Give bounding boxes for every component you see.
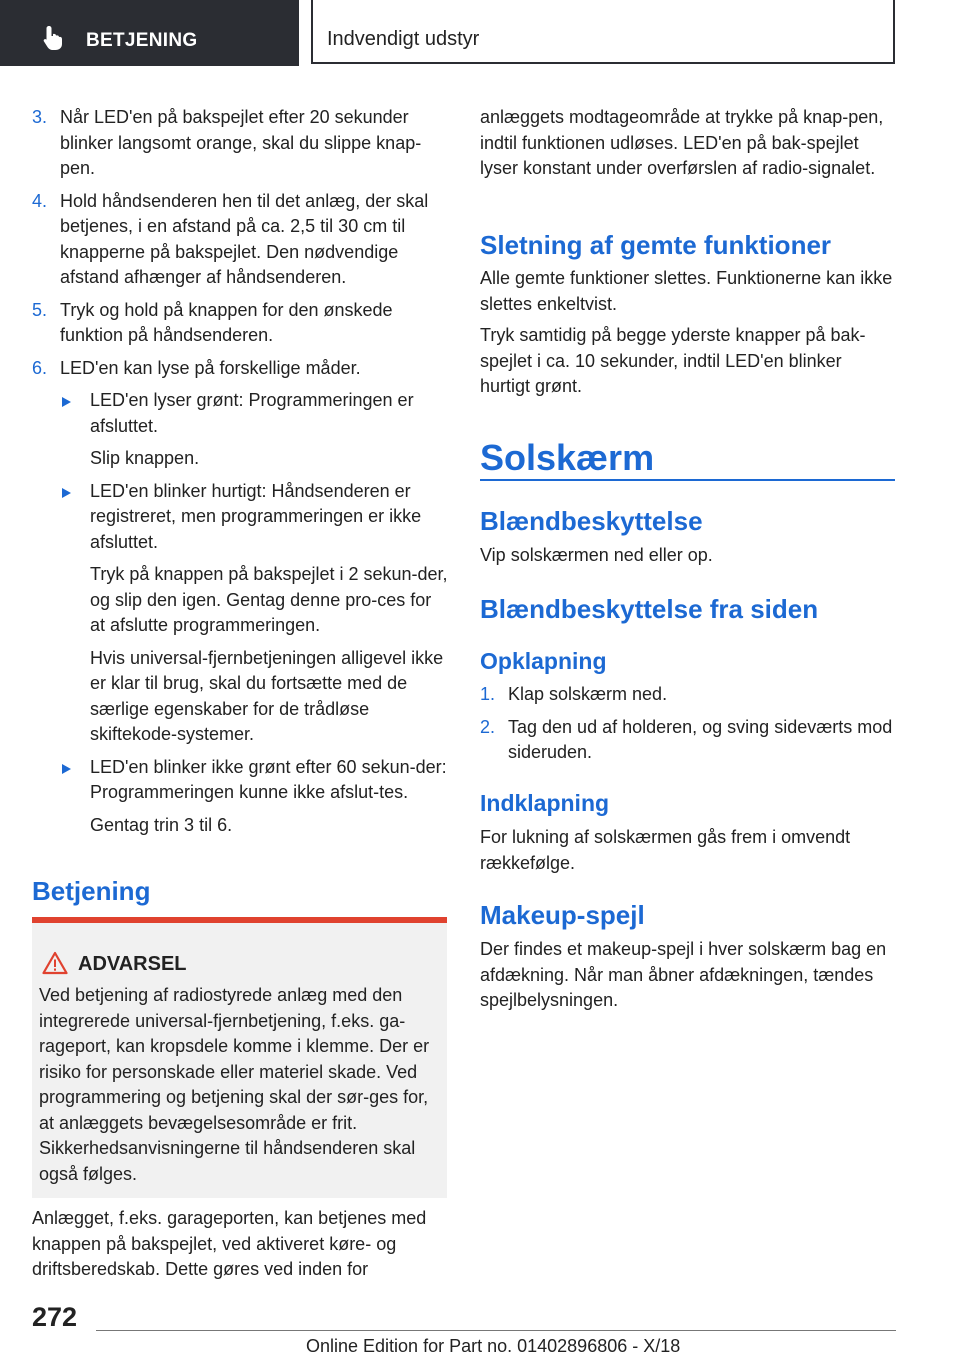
heading-betjening: Betjening (32, 876, 151, 906)
chapter-header (311, 0, 895, 64)
warning-triangle-icon (42, 951, 68, 975)
heading-rule (480, 479, 895, 481)
step-number: 3. (32, 107, 48, 127)
bullet-item (32, 755, 448, 806)
step-number: 1. (480, 684, 496, 704)
step-5 (32, 298, 448, 349)
bullet-text: LED'en blinker hurtigt: Håndsenderen er registreret, men programmeringen er ikke afsluttet. (90, 480, 422, 552)
bullet-text: LED'en blinker ikke grønt efter 60 sekun-der: Programmeringen kunne ikke afslut-tes. (90, 756, 447, 802)
step-text: LED'en kan lyse på forskellige måder. (60, 357, 361, 378)
paragraph: Vip solskærmen ned eller op. (480, 545, 713, 565)
chapter-title: Indvendigt udstyr (327, 28, 480, 50)
indklapning-section (480, 825, 895, 882)
heading-blaendbeskyttelse: Blændbeskyttelse (480, 506, 703, 536)
warning-title: ADVARSEL (78, 953, 187, 975)
right-column (480, 105, 895, 188)
heading-makeup: Makeup-spejl (480, 900, 645, 930)
step-text: Tag den ud af holderen, og sving sideværts mod sideruden. (508, 716, 893, 762)
bullet-subtext: Hvis universal-fjernbetjeningen alligevel ikke er klar til brug, skal du fortsætte med de særlige egenskaber for de trådløse skiftekode-systemer. (90, 647, 444, 744)
paragraph-continuation: anlæggets modtageområde at trykke på knap-pen, indtil funktionen udløses. LED'en på bak-spejlet lyser konstant under overførslen af radio-signalet. (480, 107, 884, 178)
step-2 (480, 715, 895, 766)
sletning-section (480, 266, 895, 406)
footer-rule (96, 1330, 896, 1331)
blaend-section (480, 543, 895, 575)
triangle-bullet-icon (62, 764, 71, 774)
paragraph: For lukning af solskærmen gås frem i omvendt rækkefølge. (480, 827, 851, 873)
step-text: Klap solskærm ned. (508, 684, 668, 704)
heading-indklapning: Indklapning (480, 790, 610, 816)
bullet-text: LED'en lyser grønt: Programmeringen er afsluttet. (90, 390, 414, 436)
opklapning-steps (480, 682, 895, 773)
section-label: BETJENING (86, 30, 198, 51)
heading-opklapning: Opklapning (480, 648, 607, 674)
heading-sletning: Sletning af gemte funktioner (480, 230, 832, 260)
bullet-subtext: Gentag trin 3 til 6. (90, 814, 233, 835)
left-column (32, 105, 448, 845)
step-4 (32, 189, 448, 291)
paragraph: Alle gemte funktioner slettes. Funktionerne kan ikke slettes enkeltvist. (480, 268, 893, 314)
step-text: Når LED'en på bakspejlet efter 20 sekunder blinker langsomt orange, skal du slippe knap-pen. (60, 107, 422, 178)
step-3 (32, 105, 448, 182)
paragraph: Tryk samtidig på begge yderste knapper på bak-spejlet i ca. 10 sekunder, indtil LED'en blinker hurtigt grønt. (480, 325, 866, 396)
heading-solskaerm: Solskærm (480, 437, 655, 478)
step-number: 5. (32, 299, 48, 320)
warning-box (32, 917, 447, 1198)
bullet-subtext: Slip knappen. (90, 448, 200, 468)
paragraph: Der findes et makeup-spejl i hver solskærm bag en afdækning. Når man åbner afdækningen, tændes spejlbelysningen. (480, 939, 887, 1010)
step-number: 6. (32, 357, 48, 378)
step-1 (480, 682, 895, 708)
hand-pointer-icon (40, 24, 68, 52)
section-tab (0, 0, 299, 66)
step-number: 4. (32, 190, 48, 211)
bullet-item (32, 388, 448, 439)
warning-body: Ved betjening af radiostyrede anlæg med den integrerede universal-fjernbetjening, f.eks. ga-rageport, kan kropsdele komme i klemme. Der er risiko for personskade eller materiel skade. Ved programmering og betjening skal der sør-ges for, at anlæggets bevægelsesområde er frit. Sikkerhedsanvisningerne til håndsenderen skal også følges. (39, 985, 430, 1184)
page-number: 272 (32, 1302, 78, 1332)
step-text: Hold håndsenderen hen til det anlæg, der skal betjenes, i en afstand på ca. 2,5 til 30 cm til knapperne på bakspejlet. Den nødvendige afstand afhænger af håndsenderen. (60, 190, 429, 287)
heading-blaend-side: Blændbeskyttelse fra siden (480, 594, 819, 624)
triangle-bullet-icon (62, 488, 71, 498)
step-text: Tryk og hold på knappen for den ønskede funktion på håndsenderen. (60, 299, 393, 345)
step-number: 2. (480, 716, 496, 737)
step-6 (32, 356, 448, 382)
after-warning-text (32, 1206, 437, 1289)
bullet-item (32, 479, 448, 556)
footer-edition: Online Edition for Part no. 01402896806 - X/18 (306, 1336, 681, 1356)
bullet-subtext: Tryk på knappen på bakspejlet i 2 sekun-der, og slip den igen. Gentag denne pro-ces for at afslutte programmeringen. (90, 564, 448, 635)
makeup-section (480, 937, 895, 1020)
triangle-bullet-icon (62, 397, 71, 407)
paragraph: Anlægget, f.eks. garageporten, kan betjenes med knappen på bakspejlet, ved aktiveret køre- og driftsberedskab. Dette gøres ved inden for (32, 1208, 427, 1279)
